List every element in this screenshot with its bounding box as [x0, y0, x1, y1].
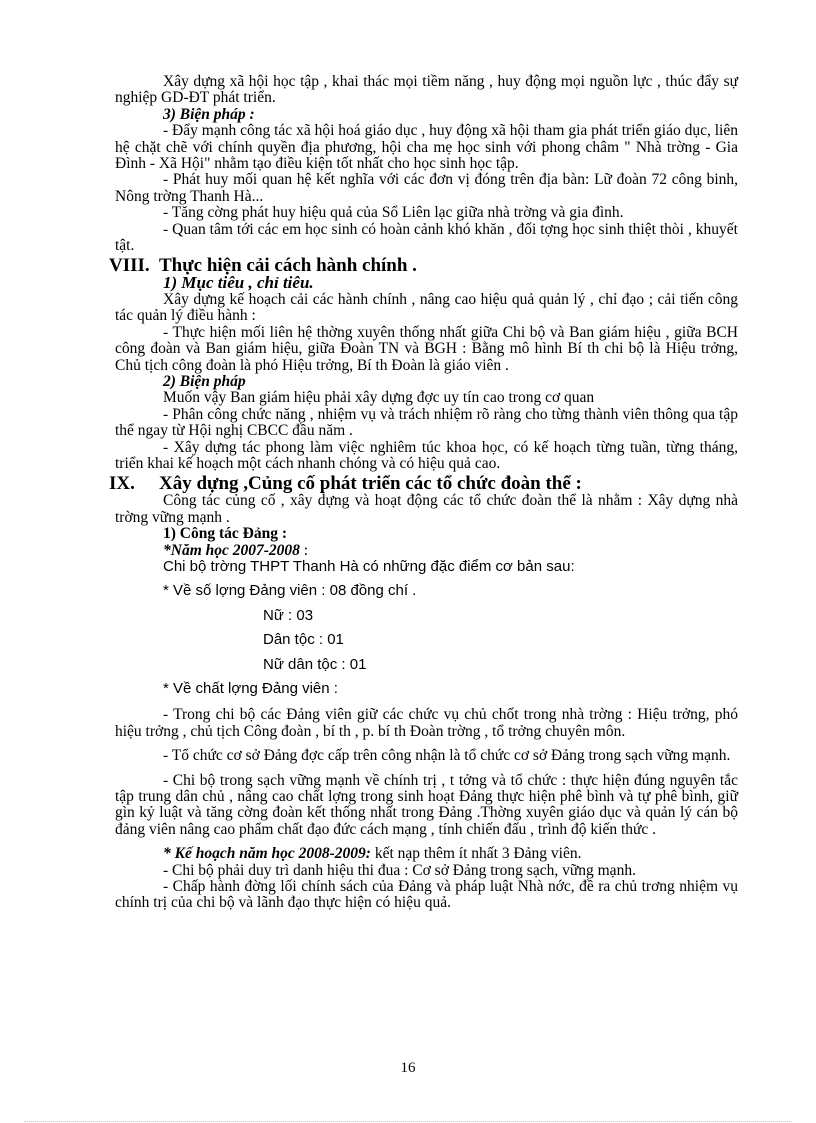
paragraph: - Chấp hành đờng lối chính sách của Đảng và pháp luật Nhà nớc, đề ra chủ trơng nhiệm vụ chính trị của chi bộ và lãnh đạo thực hiện có hiệu quả. [115, 878, 738, 912]
paragraph: Chi bộ trờng THPT Thanh Hà có những đặc điểm cơ bản sau: [163, 557, 575, 575]
paragraph: - Quan tâm tới các em học sinh có hoàn cảnh khó khăn , đối tợng học sinh thiệt thòi , khuyết tật. [115, 220, 738, 255]
stat-line: Dân tộc : 01 [263, 631, 344, 649]
subheading-bien-phap: 3) Biện pháp : [163, 105, 255, 123]
paragraph: - Thực hiện mối liên hệ thờng xuyên thống nhất giữa Chi bộ và Ban giám hiệu , giữa BCH công đoàn và Ban giám hiệu, giữa Đoàn TN và BGH : Bằng mô hình Bí th chi bộ là Hiệu trởng, Chủ tịch công đoàn là phó Hiệu trởng, Bí th Đoàn là giáo viên . [115, 323, 738, 374]
paragraph: Xây dựng xã hội học tập , khai thác mọi tiềm năng , huy động mọi nguồn lực , thúc đẩy sự nghiệp GD-ĐT phát triển. [115, 73, 738, 107]
section-title: Xây dựng ,Củng cố phát triển các tổ chức đoàn thể : [159, 473, 582, 495]
paragraph: - Tổ chức cơ sở Đảng đợc cấp trên công nhận là tổ chức cơ sở Đảng trong sạch vững mạnh. [163, 747, 731, 765]
section-number: VIII. [109, 255, 150, 277]
year-heading [115, 543, 738, 559]
plan-label: * Kế hoạch năm học 2008-2009: [163, 845, 371, 863]
paragraph: - Trong chi bộ các Đảng viên giữ các chức vụ chủ chốt trong nhà trờng : Hiệu trởng, phó hiệu trởng , chủ tịch Công đoàn , bí th , p. bí th Đoàn trờng , tổ trởng chuyên môn. [115, 706, 738, 740]
stat-line: Nữ : 03 [263, 606, 314, 624]
paragraph: - Tăng cờng phát huy hiệu quả của Sổ Liên lạc giữa nhà trờng và gia đình. [163, 204, 624, 222]
section-heading-ix [109, 474, 738, 493]
paragraph: - Phát huy mối quan hệ kết nghĩa với các đơn vị đóng trên địa bàn: Lữ đoàn 72 công binh, Nông trờng Thanh Hà... [115, 171, 738, 205]
subheading-bien-phap-2: 2) Biện pháp [163, 372, 246, 390]
stat-line: Nữ dân tộc : 01 [263, 655, 367, 673]
paragraph: Công tác củng cố , xây dựng và hoạt động các tổ chức đoàn thể là nhằm : Xây dựng nhà trờng vững mạnh . [115, 492, 738, 526]
section-number: IX. [109, 473, 135, 495]
plan-text: kết nạp thêm ít nhất 3 Đảng viên. [370, 845, 582, 863]
document-page [109, 73, 738, 912]
paragraph: - Xây dựng tác phong làm việc nghiêm túc khoa học, có kế hoạch từng tuần, từng tháng, triển khai kế hoạch một cách nhanh chóng và có hiệu quả cao. [115, 438, 738, 472]
paragraph: - Chi bộ phải duy trì danh hiệu thi đua : Cơ sở Đảng trong sạch, vững mạnh. [163, 861, 636, 879]
year-suffix: : [299, 541, 309, 559]
plan-paragraph [115, 846, 738, 862]
paragraph: * Về số lợng Đảng viên : 08 đồng chí . [163, 582, 417, 600]
paragraph: * Về chất lợng Đảng viên : [163, 680, 338, 697]
subheading-cong-tac-dang: 1) Công tác Đảng : [163, 525, 287, 543]
paragraph: - Phân công chức năng , nhiệm vụ và trách nhiệm rõ ràng cho từng thành viên thông qua tập thể ngay từ Hội nghị CBCC đầu năm . [115, 405, 738, 440]
section-title: Thực hiện cải cách hành chính . [159, 255, 417, 277]
page-number: 16 [400, 1060, 416, 1076]
paragraph: - Đẩy mạnh công tác xã hội hoá giáo dục , huy động xã hội tham gia phát triển giáo dục, liên hệ chặt chẽ với chính quyền địa phương, hội cha mẹ học sinh với phong châm " Nhà trờng - Gia Đình - Xã Hội" nhằm tạo điều kiện tốt nhất cho học sinh học tập. [115, 122, 738, 173]
paragraph: Xây dựng kế hoạch cải các hành chính , nâng cao hiệu quả quản lý , chỉ đạo ; cải tiến công tác quản lý điều hành : [115, 290, 738, 325]
year-label: *Năm học 2007-2008 [163, 541, 300, 559]
paragraph: - Chi bộ trong sạch vững mạnh về chính trị , t tởng và tổ chức : thực hiện đúng nguyên tắc tập trung dân chủ , nâng cao chất lợng trong sinh hoạt Đảng thực hiện phê bình và tự phê bình, giữ gìn kỷ luật và tăng cờng đoàn kết thống nhất trong Đảng .Thờng xuyên giáo dục và quản lý cán bộ đảng viên nâng cao phẩm chất đạo đức cách mạng , tính chiến đấu , trình độ kiến thức . [115, 771, 738, 838]
paragraph: Muốn vậy Ban giám hiệu phải xây dựng đợc uy tín cao trong cơ quan [163, 389, 595, 407]
page-border [24, 1121, 792, 1122]
subheading-muc-tieu: 1) Mục tiêu , chỉ tiêu. [163, 273, 314, 293]
